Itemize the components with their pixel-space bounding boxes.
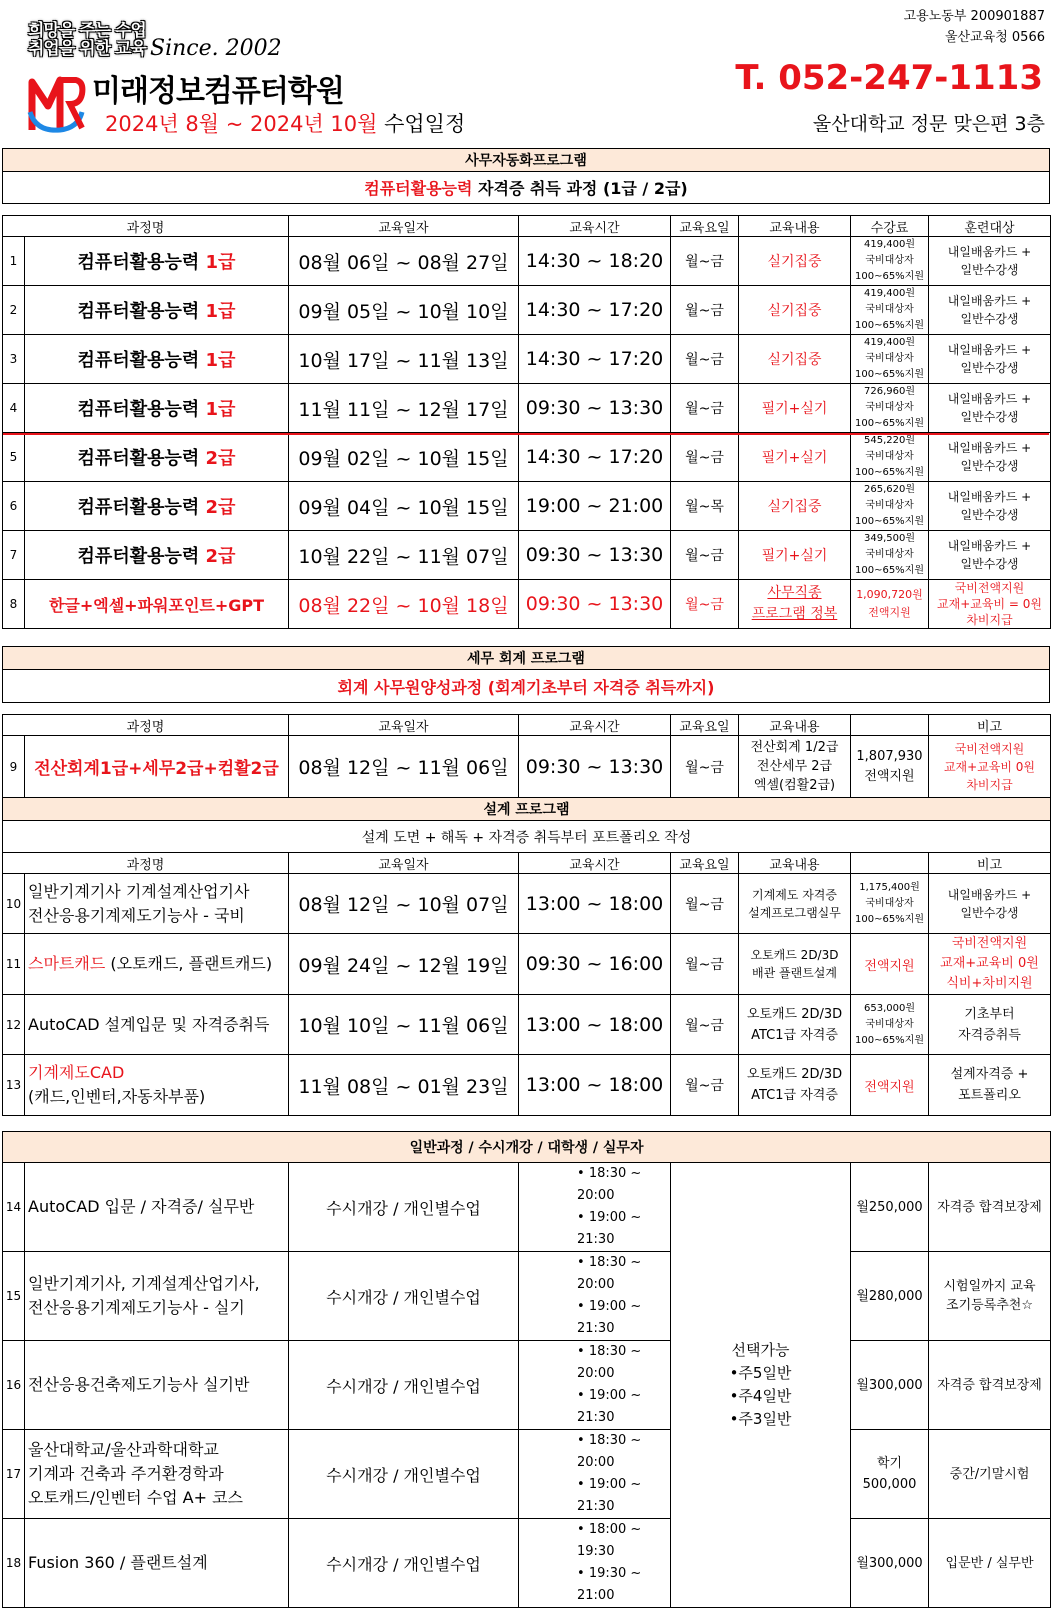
slogan: 희망을 주는 수업 취업을 위한 교육 xyxy=(28,21,146,59)
registration-info: 고용노동부 200901887 울산교육청 0566 xyxy=(903,9,1045,45)
accounting-section-header xyxy=(2,646,1050,703)
table-row[interactable]: 13 기계제도CAD (캐드,인벤터,자동차부품) 11월 08일 ~ 01월 23일 13:00 ~ 18:00 월~금 오토캐드 2D/3D ATC1급 자격증 전액지원 설계자격증 + 포트폴리오 xyxy=(3,1055,1051,1116)
section-subtitle: 컴퓨터활용능력 자격증 취득 과정 (1급 / 2급) xyxy=(3,172,1050,204)
table-row[interactable]: 16 전산응용건축제도기능사 실기반 수시개강 / 개인별수업 • 18:30 ~ 20:00 • 19:00 ~ 21:30 월300,000 자격증 합격보장제 xyxy=(3,1341,1051,1430)
table-row[interactable]: 4 컴퓨터활용능력 1급 11월 11일 ~ 12월 17일 09:30 ~ 13:30 월~금 필기+실기 726,960원 국비대상자 100~65%지원 내일배움카드 + 일반수강생 xyxy=(3,384,1051,433)
table-row[interactable]: 5 컴퓨터활용능력 2급 09월 02일 ~ 10월 15일 14:30 ~ 17:20 월~금 필기+실기 545,220원 국비대상자 100~65%지원 내일배움카드 + 일반수강생 xyxy=(3,433,1051,482)
table-header-row: 과정명 교육일자 교육시간 교육요일 교육내용 비고 xyxy=(3,853,1051,874)
office-course-table xyxy=(2,215,1051,629)
table-row[interactable]: 9 전산회계1급+세무2급+컴활2급 08월 12일 ~ 11월 06일 09:30 ~ 13:30 월~금 전산회계 1/2급 전산세무 2급 엑셀(컴활2급) 1,807,930 전액지원 국비전액지원 교재+교육비 0원 차비지급 xyxy=(3,736,1051,798)
academy-logo-icon xyxy=(26,72,86,134)
table-row[interactable]: 10 일반기계기사 기계설계산업기사 전산응용기계제도기능사 - 국비 08월 12일 ~ 10월 07일 13:00 ~ 18:00 월~금 기계제도 자격증 설계프로그램실무 1,175,400원 국비대상자 100~65%지원 내일배움카드 + 일반수강생 xyxy=(3,874,1051,934)
section-title: 일반과정 / 수시개강 / 대학생 / 실무자 xyxy=(3,1132,1051,1163)
accounting-design-table xyxy=(2,714,1051,1116)
section-title: 사무자동화프로그램 xyxy=(3,149,1050,172)
academy-name: 미래정보컴퓨터학원 xyxy=(92,74,344,109)
table-header-row: 과정명 교육일자 교육시간 교육요일 교육내용 수강료 훈련대상 xyxy=(3,216,1051,237)
design-section-subtitle: 설계 도면 + 해독 + 자격증 취득부터 포트폴리오 작성 xyxy=(3,821,1051,853)
since-text: Since. 2002 xyxy=(150,36,282,61)
table-row[interactable]: 1 컴퓨터활용능력 1급 08월 06일 ~ 08월 27일 14:30 ~ 18:20 월~금 실기집중 419,400원 국비대상자 100~65%지원 내일배움카드 + 일반수강생 xyxy=(3,237,1051,286)
level-divider-line xyxy=(3,433,1049,435)
table-row[interactable]: 11 스마트캐드 (오토캐드, 플랜트캐드) 09월 24일 ~ 12월 19일 09:30 ~ 16:00 월~금 오토캐드 2D/3D 배관 플랜트설계 전액지원 국비전액지원 교재+교육비 0원 식비+차비지원 xyxy=(3,934,1051,995)
table-row[interactable]: 8 한글+엑셀+파워포인트+GPT 08월 22일 ~ 10월 18일 09:30 ~ 13:30 월~금 사무직종 프로그램 정복 1,090,720원 전액지원 국비전액지원 교재+교육비 = 0원 차비지급 xyxy=(3,580,1051,629)
table-row[interactable]: 18 Fusion 360 / 플랜트설계 수시개강 / 개인별수업 • 18:00 ~ 19:30 • 19:30 ~ 21:00 월300,000 입문반 / 실무반 xyxy=(3,1519,1051,1608)
general-course-table xyxy=(2,1131,1051,1608)
table-row[interactable]: 3 컴퓨터활용능력 1급 10월 17일 ~ 11월 13일 14:30 ~ 17:20 월~금 실기집중 419,400원 국비대상자 100~65%지원 내일배움카드 + 일반수강생 xyxy=(3,335,1051,384)
address: 울산대학교 정문 맞은편 3층 xyxy=(812,113,1045,135)
table-row[interactable]: 6 컴퓨터활용능력 2급 09월 04일 ~ 10월 15일 19:00 ~ 21:00 월~목 실기집중 265,620원 국비대상자 100~65%지원 내일배움카드 + 일반수강생 xyxy=(3,482,1051,531)
page-header xyxy=(0,0,1053,145)
design-section-title: 설계 프로그램 xyxy=(3,798,1051,821)
schedule-title: 2024년 8월 ~ 2024년 10월 수업일정 xyxy=(105,112,466,136)
table-row[interactable]: 7 컴퓨터활용능력 2급 10월 22일 ~ 11월 07일 09:30 ~ 13:30 월~금 필기+실기 349,500원 국비대상자 100~65%지원 내일배움카드 + 일반수강생 xyxy=(3,531,1051,580)
table-row[interactable]: 12 AutoCAD 설계입문 및 자격증취득 10월 10일 ~ 11월 06일 13:00 ~ 18:00 월~금 오토캐드 2D/3D ATC1급 자격증 653,000원 국비대상자 100~65%지원 기초부터 자격증취득 xyxy=(3,995,1051,1055)
section-title: 세무 회계 프로그램 xyxy=(3,647,1050,670)
table-row[interactable]: 2 컴퓨터활용능력 1급 09월 05일 ~ 10월 10일 14:30 ~ 17:20 월~금 실기집중 419,400원 국비대상자 100~65%지원 내일배움카드 + 일반수강생 xyxy=(3,286,1051,335)
section-subtitle: 회계 사무원양성과정 (회계기초부터 자격증 취득까지) xyxy=(3,670,1050,703)
table-row[interactable]: 14 AutoCAD 입문 / 자격증/ 실무반 수시개강 / 개인별수업 • 18:30 ~ 20:00 • 19:00 ~ 21:30 선택가능 •주5일반 •주4일반 •주3일반 월250,000 자격증 합격보장제 xyxy=(3,1163,1051,1252)
phone-number[interactable]: T. 052-247-1113 xyxy=(735,58,1043,98)
office-section-header xyxy=(2,148,1050,204)
table-row[interactable]: 15 일반기계기사, 기계설계산업기사, 전산응용기계제도기능사 - 실기 수시개강 / 개인별수업 • 18:30 ~ 20:00 • 19:00 ~ 21:30 월280,000 시험일까지 교육 조기등록추천☆ xyxy=(3,1252,1051,1341)
table-header-row: 과정명 교육일자 교육시간 교육요일 교육내용 비고 xyxy=(3,715,1051,736)
days-option-cell: 선택가능 •주5일반 •주4일반 •주3일반 xyxy=(671,1163,851,1608)
table-row[interactable]: 17 울산대학교/울산과학대학교 기계과 건축과 주거환경학과 오토캐드/인벤터 수업 A+ 코스 수시개강 / 개인별수업 • 18:30 ~ 20:00 • 19:00 ~ 21:30 학기 500,000 중간/기말시험 xyxy=(3,1430,1051,1519)
